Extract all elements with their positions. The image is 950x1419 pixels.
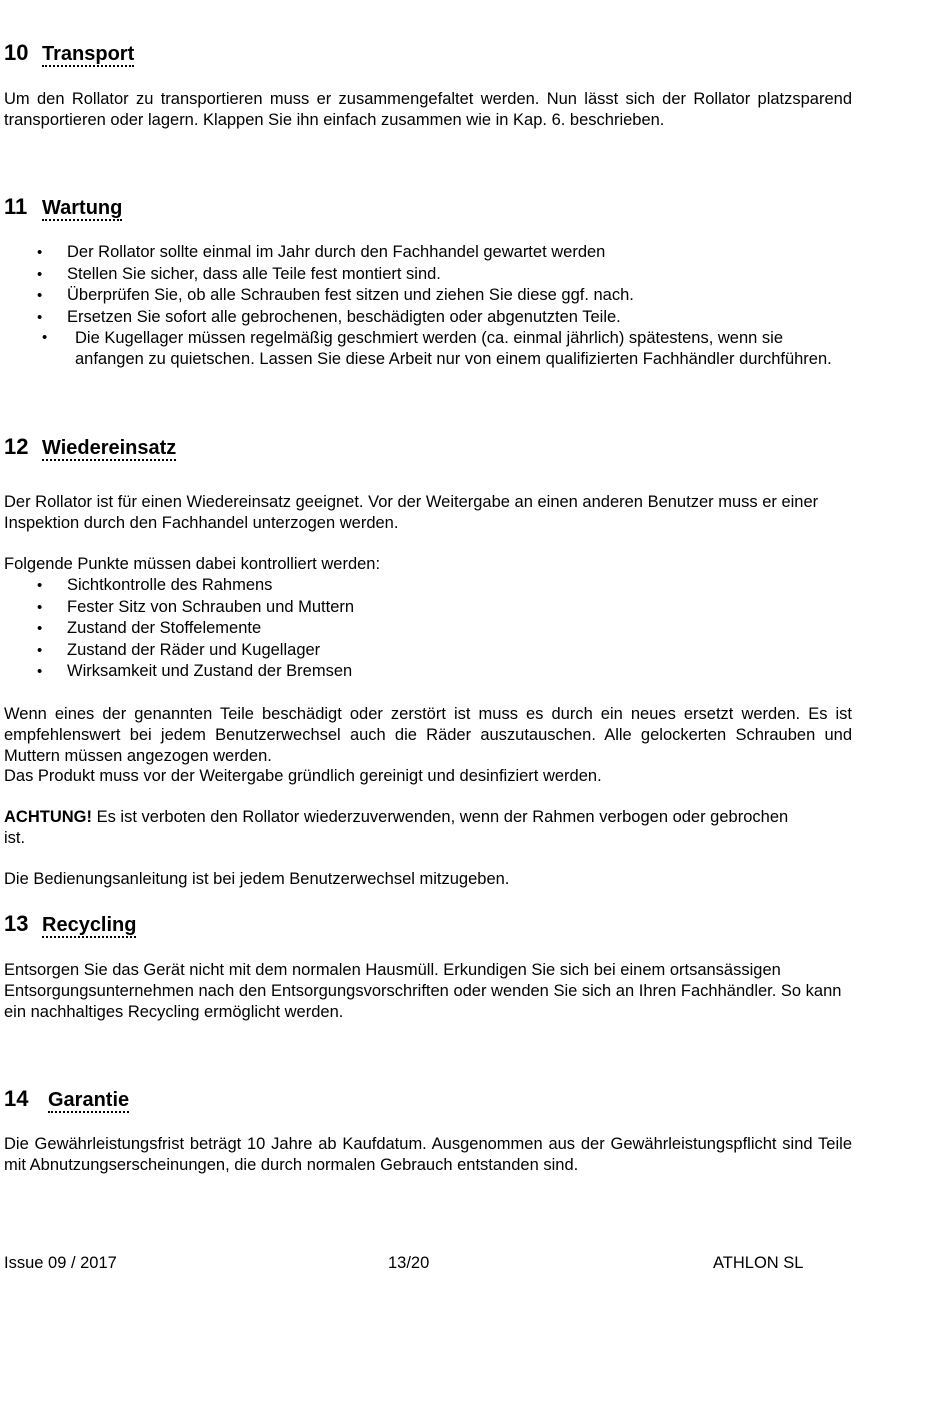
list-item: • Der Rollator sollte einmal im Jahr durch den Fachhandel gewartet werden xyxy=(4,242,852,264)
garantie-paragraph: Die Gewährleistungsfrist beträgt 10 Jahre ab Kaufdatum. Ausgenommen aus der Gewährleistungspflicht sind Teile mit Abnutzungserscheinungen, die durch normalen Gebrauch entstanden sind. xyxy=(4,1135,852,1174)
list-item: • Wirksamkeit und Zustand der Bremsen xyxy=(4,661,852,683)
section-number: 10 xyxy=(4,40,29,65)
transport-paragraph: Um den Rollator zu transportieren muss er zusammengefaltet werden. Nun lässt sich der Rollator platzsparend transportieren oder lagern. Klappen Sie ihn einfach zusammen wie in Kap. 6. beschrieben. xyxy=(4,90,852,129)
section-title: Wartung xyxy=(42,197,123,219)
list-item: • Fester Sitz von Schrauben und Muttern xyxy=(4,597,852,619)
section-heading-garantie xyxy=(4,1086,129,1113)
footer-product: ATHLON SL xyxy=(713,1254,804,1272)
wiedereinsatz-intro: Der Rollator ist für einen Wiedereinsatz geeignet. Vor der Weitergabe an einen anderen Benutzer muss er einer Inspektion durch den Fachhandel unterzogen werden. xyxy=(4,493,819,532)
manual-paragraph: Die Bedienungsanleitung ist bei jedem Benutzerwechsel mitzugeben. xyxy=(4,870,510,888)
section-title: Garantie xyxy=(48,1089,130,1111)
check-list xyxy=(4,575,852,683)
list-item: • Zustand der Stoffelemente xyxy=(4,618,852,640)
section-title: Transport xyxy=(42,43,135,65)
list-item: • Ersetzen Sie sofort alle gebrochenen, beschädigten oder abgenutzten Teile. xyxy=(4,307,852,329)
warning-text: Es ist verboten den Rollator wiederzuverwenden, wenn der Rahmen verbogen oder gebrochen ist. xyxy=(4,808,789,847)
section-number: 12 xyxy=(4,434,29,459)
section-heading-transport xyxy=(4,40,134,67)
section-title: Recycling xyxy=(42,914,137,936)
replacement-paragraph: Wenn eines der genannten Teile beschädigt oder zerstört ist muss es durch ein neues ersetzt werden. Es ist empfehlenswert bei jedem Benutzerwechsel auch die Räder auszutauschen. Alle gelockerten Schrauben und Muttern müssen angezogen werden. xyxy=(4,705,852,765)
cleaning-paragraph: Das Produkt muss vor der Weitergabe gründlich gereinigt und desinfiziert werden. xyxy=(4,767,602,785)
list-item: • Überprüfen Sie, ob alle Schrauben fest sitzen und ziehen Sie diese ggf. nach. xyxy=(4,285,852,307)
footer-page-number: 13/20 xyxy=(388,1254,430,1272)
warning-paragraph xyxy=(4,807,794,849)
section-number: 13 xyxy=(4,911,29,936)
check-list-heading: Folgende Punkte müssen dabei kontrolliert werden: xyxy=(4,555,381,573)
list-item: • Sichtkontrolle des Rahmens xyxy=(4,575,852,597)
list-item: • Die Kugellager müssen regelmäßig geschmiert werden (ca. einmal jährlich) spätestens, wenn sie anfangen zu quietschen. Lassen Sie diese Arbeit nur von einem qualifizierten Fachhändler durchführen. xyxy=(4,328,852,370)
list-item: • Stellen Sie sicher, dass alle Teile fest montiert sind. xyxy=(4,264,852,286)
warning-label: ACHTUNG! xyxy=(4,808,92,826)
section-number: 14 xyxy=(4,1086,29,1111)
section-heading-wartung xyxy=(4,194,122,221)
footer-issue: Issue 09 / 2017 xyxy=(4,1254,117,1272)
section-heading-recycling xyxy=(4,911,136,938)
section-number: 11 xyxy=(4,194,28,219)
section-title: Wiedereinsatz xyxy=(42,437,177,459)
wartung-list xyxy=(4,242,852,370)
list-item: • Zustand der Räder und Kugellager xyxy=(4,640,852,662)
section-heading-wiedereinsatz xyxy=(4,434,176,461)
recycling-paragraph: Entsorgen Sie das Gerät nicht mit dem normalen Hausmüll. Erkundigen Sie sich bei einem ortsansässigen Entsorgungsunternehmen nach den Entsorgungsvorschriften oder wenden Sie sich an Ihren Fachhändler. So kann ein nachhaltiges Recycling ermöglicht werden. xyxy=(4,961,842,1021)
